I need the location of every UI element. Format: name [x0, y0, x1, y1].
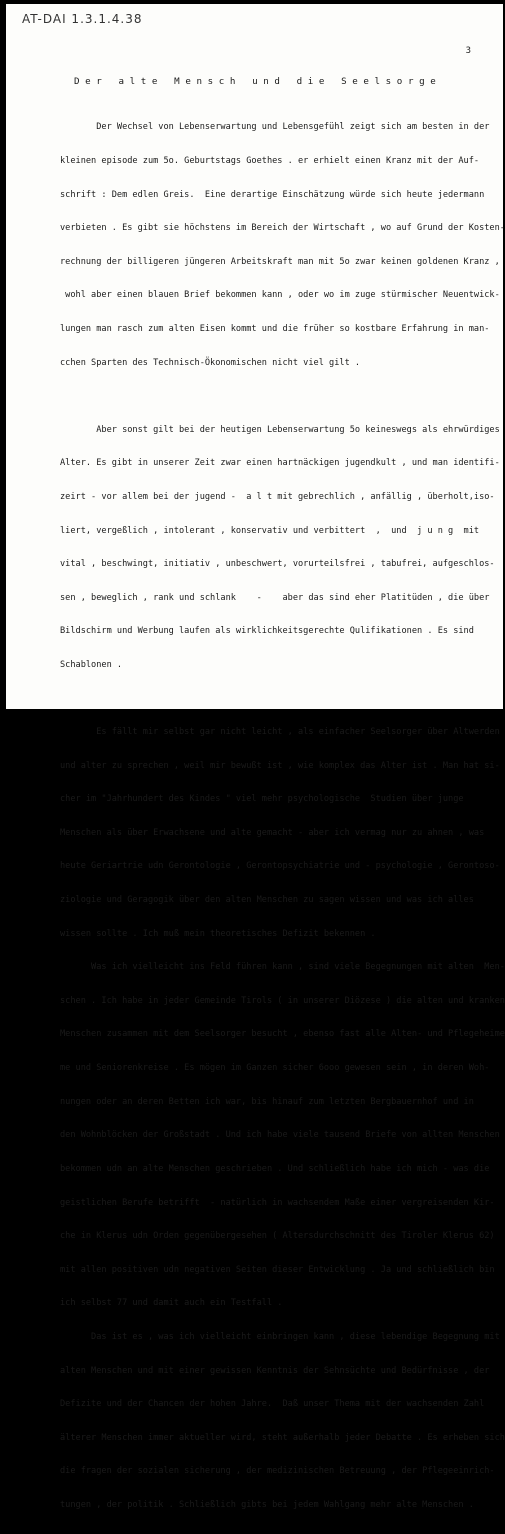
text-line: me und Seniorenkreise . Es mögen im Ganzen sicher 6ooo gewesen sein , in deren Woh-	[60, 1063, 490, 1074]
paragraph-3	[60, 705, 505, 1534]
text-line: Das ist es , was ich vielleicht einbringen kann , diese lebendige Begegnung mit	[60, 1331, 500, 1342]
text-line: liert, vergeßlich , intolerant , konservativ und verbittert , und j u n g mit	[60, 525, 480, 536]
text-line: Schablonen .	[60, 659, 123, 670]
text-line: schen . Ich habe in jeder Gemeinde Tirols ( in unserer Diözese ) die alten und kranken	[60, 995, 505, 1006]
text-line: cchen Sparten des Technisch-Ökonomischen nicht viel gilt .	[60, 357, 361, 368]
text-line: den Wohnblöcken der Großstadt . Und ich habe viele tausend Briefe von allten Menschen	[60, 1130, 500, 1141]
document-page	[6, 4, 505, 1510]
text-line: geistlichen Berufe betrifft - natürlich in wachsendem Maße einer vergreisenden Kir-	[60, 1197, 495, 1208]
text-line: nungen oder an deren Betten ich war, bis hinauf zum letzten Bergbauernhof und in	[60, 1096, 474, 1107]
text-line: vital , beschwingt, initiativ , unbeschwert, vorurteilsfrei , tabufrei, aufgeschlos-	[60, 559, 495, 570]
text-line: lungen man rasch zum alten Eisen kommt und die früher so kostbare Erfahrung in man-	[60, 324, 490, 335]
text-line: kleinen episode zum 5o. Geburtstags Goethes . er erhielt einen Kranz mit der Auf-	[60, 156, 480, 167]
text-line: Defizite und der Chancen der hohen Jahre. Daß unser Thema mit der wachsenden Zahl	[60, 1399, 485, 1410]
text-line: wissen sollte . Ich muß mein theoretisches Defizit bekennen .	[60, 928, 376, 939]
paragraph-2	[60, 402, 500, 693]
text-line: tungen , der politik . Schließlich gibts bei jedem Wahlgang mehr alte Menschen .	[60, 1499, 474, 1510]
text-line: die fragen der sozialen sicherung , der medizinischen Betreuung , der Pflegeeinrich-	[60, 1466, 495, 1477]
text-line: Menschen zusammen mit dem Seelsorger besucht , ebenso fast alle Alten- und Pflegeheime	[60, 1029, 505, 1040]
text-line: Was ich vielleicht ins Feld führen kann , sind viele Begegnungen mit alten Men-	[60, 962, 505, 973]
text-line: mit allen positiven udn negativen Seiten dieser Entwicklung . Ja und schließlich bin	[60, 1264, 495, 1275]
text-line: verbieten . Es gibt sie höchstens im Bereich der Wirtschaft , wo auf Grund der Kosten-	[60, 223, 505, 234]
text-line: Der Wechsel von Lebenserwartung und Lebensgefühl zeigt sich am besten in der	[60, 122, 490, 133]
text-line: Aber sonst gilt bei der heutigen Lebenserwartung 5o keineswegs als ehrwürdiges	[60, 424, 500, 435]
handwritten-archive-note: AT-DAI 1.3.1.4.38	[22, 12, 143, 26]
text-line: sen , beweglich , rank und schlank - aber das sind eher Platitüden , die über	[60, 592, 490, 603]
text-line: rechnung der billigeren jüngeren Arbeitskraft man mit 5o zwar keinen goldenen Kranz ,	[60, 256, 500, 267]
text-line: Es fällt mir selbst gar nicht leicht , als einfacher Seelsorger über Altwerden	[60, 726, 500, 737]
text-line: Bildschirm und Werbung laufen als wirklichkeitsgerechte Qulifikationen . Es sind	[60, 626, 474, 637]
text-line: ich selbst 77 und damit auch ein Testfall .	[60, 1298, 283, 1309]
document-title: Der alte Mensch und die Seelsorge	[74, 76, 442, 87]
text-line: cher im "Jahrhundert des Kindes " viel mehr psychologische Studien über junge	[60, 794, 464, 805]
text-line: bekommen udn an alte Menschen geschrieben . Und schließlich habe ich mich - was die	[60, 1163, 490, 1174]
text-line: und alter zu sprechen , weil mir bewußt ist , wie komplex das Alter ist . Man hat si-	[60, 760, 500, 771]
text-line: schrift : Dem edlen Greis. Eine derartige Einschätzung würde sich heute jedermann	[60, 189, 485, 200]
text-line: älterer Menschen immer aktueller wird, steht außerhalb jeder Debatte . Es erheben sich	[60, 1432, 505, 1443]
text-line: heute Geriartrie udn Gerontologie , Gerontopsychiatrie und - psychologie , Gerontoso-	[60, 861, 500, 872]
text-line: wohl aber einen blauen Brief bekommen kann , oder wo im zuge stürmischer Neuentwick-	[60, 290, 500, 301]
body-text	[60, 100, 505, 1534]
text-line: Alter. Es gibt in unserer Zeit zwar einen hartnäckigen jugendkult , und man identifi-	[60, 458, 500, 469]
text-line: ziologie und Geragogik über den alten Menschen zu sagen wissen und was ich alles	[60, 895, 474, 906]
text-line: zeirt - vor allem bei der jugend - a l t mit gebrechlich , anfällig , überholt,iso-	[60, 491, 495, 502]
page-number: 3	[465, 46, 471, 56]
text-line: alten Menschen und mit einer gewissen Kenntnis der Sehnsüchte und Bedürfnisse , der	[60, 1365, 490, 1376]
paragraph-1	[60, 100, 505, 391]
text-line: che in Klerus udn Orden gegenübergesehen ( Altersdurchschnitt des Tiroler Klerus 62)	[60, 1231, 495, 1242]
text-line: Menschen als über Erwachsene und alte gemacht - aber ich vermag nur zu ahnen , was	[60, 827, 485, 838]
